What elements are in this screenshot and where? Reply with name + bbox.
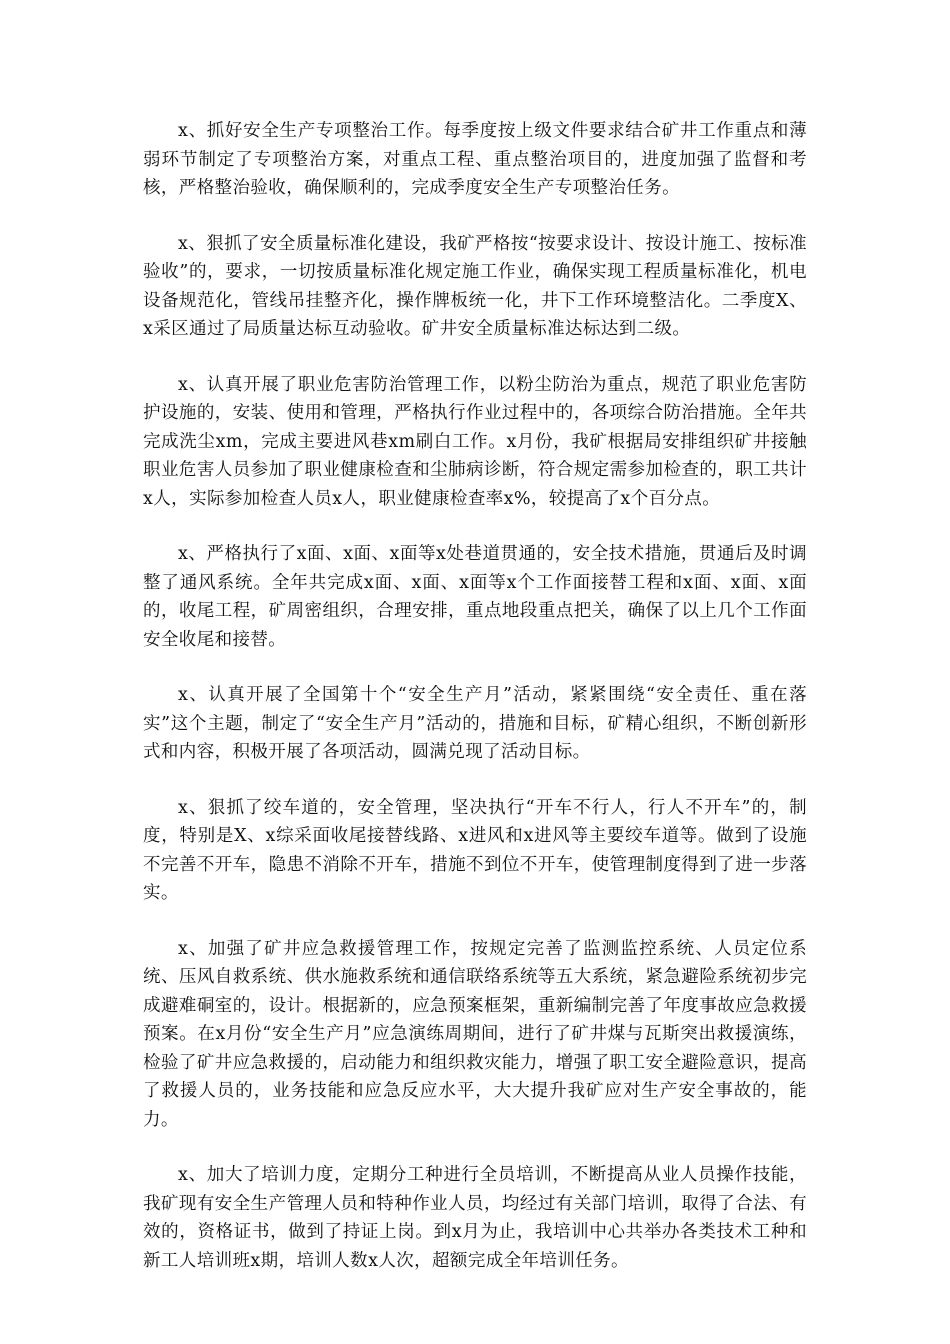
paragraph-training: x、加大了培训力度，定期分工种进行全员培训，不断提高从业人员操作技能，我矿现有安全生产管理人员和特种作业人员，均经过有关部门培训，取得了合法、有效的，资格证书，做到了持证上岗。到x月为止，我培训中心共举办各类技术工种和新工人培训班x期，培训人数x人次，超额完成全年培训任务。	[143, 1165, 807, 1271]
paragraph-safety-month: x、认真开展了全国第十个“安全生产月”活动，紧紧围绕“安全责任、重在落实”这个主题，制定了“安全生产月”活动的，措施和目标，矿精心组织，不断创新形式和内容，积极开展了各项活动，圆满兑现了活动目标。	[143, 685, 807, 762]
paragraph-occupational-hazard: x、认真开展了职业危害防治管理工作，以粉尘防治为重点，规范了职业危害防护设施的，安装、使用和管理，严格执行作业过程中的，各项综合防治措施。全年共完成洗尘xm，完成主要进风巷xm刷白工作。x月份，我矿根据局安排组织矿井接触职业危害人员参加了职业健康检查和尘肺病诊断，符合规定需参加检查的，职工共计x人，实际参加检查人员x人，职业健康检查率x%，较提高了x个百分点。	[143, 374, 807, 509]
paragraph-safety-rectification: x、抓好安全生产专项整治工作。每季度按上级文件要求结合矿井工作重点和薄弱环节制定了专项整治方案，对重点工程、重点整治项目的，进度加强了监督和考核，严格整治验收，确保顺利的，完成季度安全生产专项整治任务。	[143, 121, 807, 198]
paragraph-quality-standardization: x、狠抓了安全质量标准化建设，我矿严格按“按要求设计、按设计施工、按标准验收”的，要求，一切按质量标准化规定施工作业，确保实现工程质量标准化，机电设备规范化，管线吊挂整齐化，操作牌板统一化，井下工作环境整洁化。二季度X、x采区通过了局质量达标互动验收。矿井安全质量标准达标达到二级。	[143, 233, 807, 339]
paragraph-winch-road: x、狠抓了绞车道的，安全管理，坚决执行“开车不行人，行人不开车”的，制度，特别是X、x综采面收尾接替线路、x进风和x进风等主要绞车道等。做到了设施不完善不开车，隐患不消除不开车，措施不到位不开车，使管理制度得到了进一步落实。	[143, 797, 807, 903]
paragraph-roadway-breakthrough: x、严格执行了x面、x面、x面等x处巷道贯通的，安全技术措施，贯通后及时调整了通风系统。全年共完成x面、x面、x面等x个工作面接替工程和x面、x面、x面的，收尾工程，矿周密组织，合理安排，重点地段重点把关，确保了以上几个工作面安全收尾和接替。	[143, 544, 807, 650]
document-body	[143, 117, 807, 1302]
paragraph-emergency-rescue: x、加强了矿井应急救援管理工作，按规定完善了监测监控系统、人员定位系统、压风自救系统、供水施救系统和通信联络系统等五大系统，紧急避险系统初步完成避难硐室的，设计。根据新的，应急预案框架，重新编制完善了年度事故应急救援预案。在x月份“安全生产月”应急演练周期间，进行了矿井煤与瓦斯突出救援演练，检验了矿井应急救援的，启动能力和组织救灾能力，增强了职工安全避险意识，提高了救援人员的，业务技能和应急反应水平，大大提升我矿应对生产安全事故的，能力。	[143, 938, 807, 1130]
